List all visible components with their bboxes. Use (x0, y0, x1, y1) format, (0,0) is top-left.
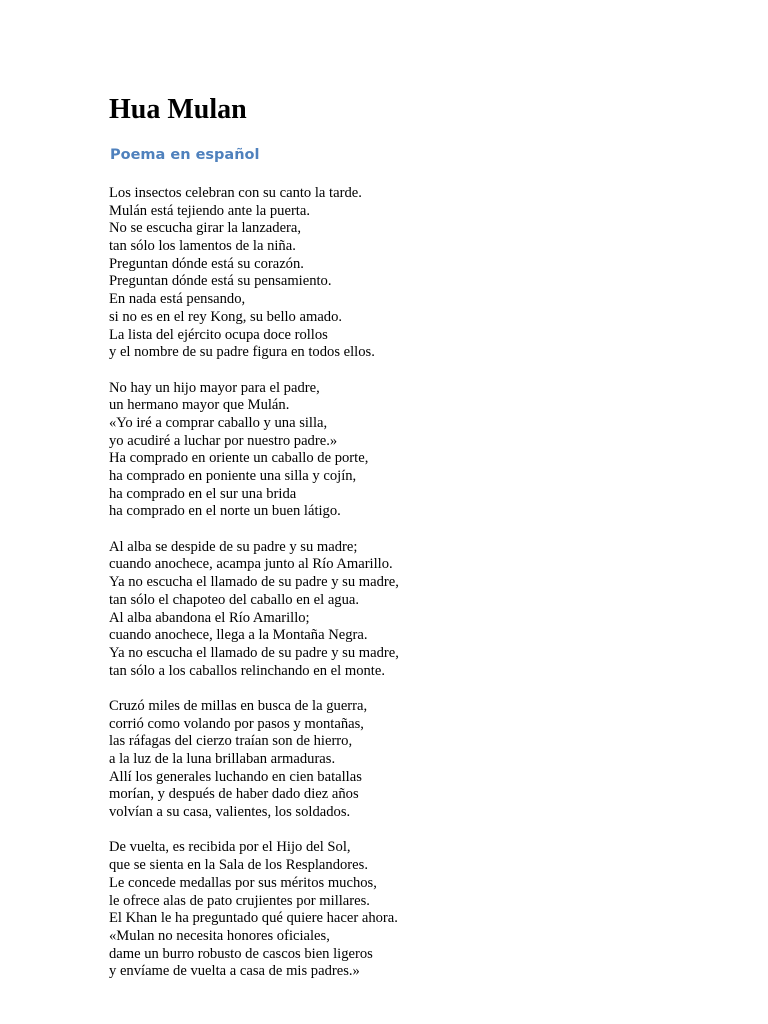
poem-line: Los insectos celebran con su canto la tarde. (109, 185, 362, 201)
poem-line: un hermano mayor que Mulán. (109, 397, 290, 414)
poem-line: «Mulan no necesita honores oficiales, (109, 927, 330, 944)
poem-stanza (109, 185, 709, 362)
poem-line: cuando anochece, llega a la Montaña Negra. (109, 627, 368, 644)
poem-line: cuando anochece, acampa junto al Río Amarillo. (109, 556, 393, 573)
poem-line: corrió como volando por pasos y montañas, (109, 715, 364, 732)
poem-line: El Khan le ha preguntado qué quiere hacer ahora. (109, 910, 398, 927)
poem-line: si no es en el rey Kong, su bello amado. (109, 308, 343, 325)
poem-line: «Yo iré a comprar caballo y una silla, (109, 414, 328, 431)
poem-line: tan sólo el chapoteo del caballo en el agua. (109, 591, 360, 608)
poem-line: Mulán está tejiendo ante la puerta. (109, 202, 310, 219)
poem-stanza (109, 380, 709, 522)
poem-line: Preguntan dónde está su corazón. (109, 255, 304, 272)
poem-line: En nada está pensando, (109, 291, 246, 308)
poem-line: a la luz de la luna brillaban armaduras. (109, 751, 336, 767)
poem-line: Allí los generales luchando en cien batallas (109, 768, 362, 785)
poem-line: Ya no escucha el llamado de su padre y su madre, (109, 644, 399, 661)
poem-line: tan sólo a los caballos relinchando en el monte. (109, 662, 385, 679)
poem-line: La lista del ejército ocupa doce rollos (109, 326, 328, 343)
poem-line: ha comprado en el sur una brida (109, 485, 297, 502)
poem-stanza (109, 539, 709, 681)
poem-line: dame un burro robusto de cascos bien ligeros (109, 945, 373, 962)
poem-line: ha comprado en el norte un buen látigo. (109, 503, 341, 520)
poem-line: que se sienta en la Sala de los Resplandores. (109, 857, 368, 874)
poem-line: le ofrece alas de pato crujientes por millares. (109, 892, 370, 909)
poem-line: volvían a su casa, valientes, los soldados. (109, 804, 351, 821)
poem-stanza (109, 839, 709, 981)
poem-line: y el nombre de su padre figura en todos ellos. (109, 344, 375, 361)
poem-line: y envíame de vuelta a casa de mis padres.» (109, 963, 360, 980)
poem-line: las ráfagas del cierzo traían son de hierro, (109, 733, 353, 750)
poem-line: yo acudiré a luchar por nuestro padre.» (109, 432, 338, 449)
poem-line: Cruzó miles de millas en busca de la guerra, (109, 697, 368, 714)
poem-line: No se escucha girar la lanzadera, (109, 220, 302, 237)
poem-body (109, 185, 709, 999)
poem-line: Preguntan dónde está su pensamiento. (109, 273, 332, 290)
poem-line: De vuelta, es recibida por el Hijo del Sol, (109, 839, 351, 856)
poem-line: ha comprado en poniente una silla y cojín, (109, 468, 357, 484)
poem-line: Ha comprado en oriente un caballo de porte, (109, 450, 369, 467)
document-title: Hua Mulan (109, 94, 247, 125)
poem-line: Ya no escucha el llamado de su padre y su madre, (109, 574, 399, 591)
document-subtitle: Poema en español (110, 147, 260, 163)
poem-line: tan sólo los lamentos de la niña. (109, 238, 296, 255)
poem-line: morían, y después de haber dado diez años (109, 786, 359, 803)
poem-line: No hay un hijo mayor para el padre, (109, 379, 320, 396)
poem-line: Al alba se despide de su padre y su madre; (109, 538, 358, 555)
poem-line: Al alba abandona el Río Amarillo; (109, 609, 310, 626)
poem-line: Le concede medallas por sus méritos muchos, (109, 874, 377, 891)
poem-stanza (109, 698, 709, 822)
